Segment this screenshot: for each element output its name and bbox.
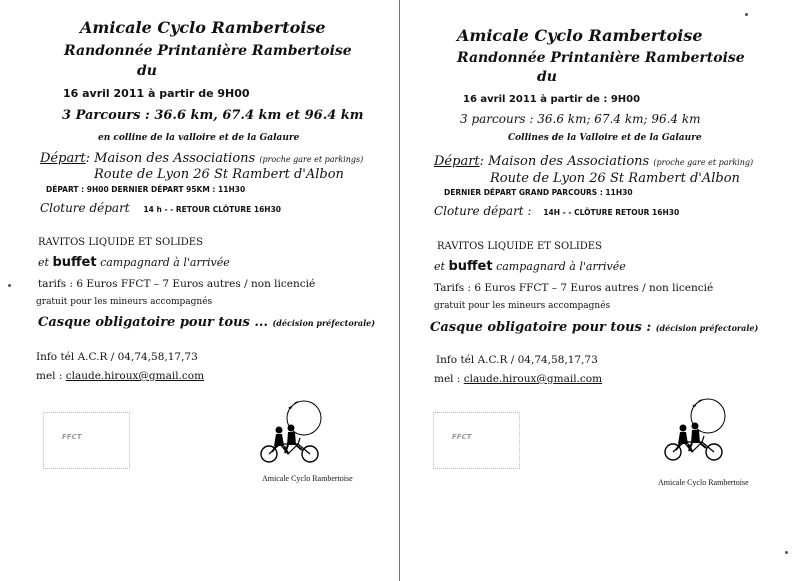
cloture-label: Cloture départ : (434, 204, 532, 218)
info-line: Info tél A.C.R / 04,74,58,17,73 (36, 351, 198, 363)
cloture-line (434, 205, 679, 217)
flyer-du: du (537, 69, 557, 85)
cloture-times: 14H - - CLÔTURE RETOUR 16H30 (543, 208, 680, 217)
ravitos-line: RAVITOS LIQUIDE ET SOLIDES (38, 237, 203, 248)
faded-stamp: FFCT (433, 412, 520, 469)
decision-note: (décision préfectorale) (272, 318, 376, 328)
logo-caption: Amicale Cyclo Rambertoise (658, 478, 749, 487)
casque-text: Casque obligatoire pour tous ... (38, 315, 268, 330)
tarifs-line: tarifs : 6 Euros FFCT – 7 Euros autres / non licencié (38, 278, 316, 290)
address-line: Route de Lyon 26 St Rambert d'Albon (490, 171, 740, 186)
event-date: 16 avril 2011 à partir de : 9H00 (463, 94, 641, 105)
depart-line (434, 155, 753, 168)
depart-place: : Maison des Associations (85, 151, 256, 166)
depart-place: : Maison des Associations (479, 154, 650, 169)
times-line: DERNIER DÉPART GRAND PARCOURS : 11H30 (444, 188, 633, 197)
cloture-line (40, 202, 281, 214)
buffet-prefix: et (38, 256, 49, 269)
flyer-du: du (137, 63, 157, 79)
flyer-title: Amicale Cyclo Rambertoise (80, 18, 326, 37)
buffet-prefix: et (434, 260, 445, 273)
buffet-word: buffet (52, 255, 97, 270)
casque-text: Casque obligatoire pour tous : (430, 320, 652, 335)
flyer-subtitle: Randonnée Printanière Rambertoise (457, 50, 745, 66)
depart-note: (proche gare et parking) (653, 158, 754, 167)
address-line: Route de Lyon 26 St Rambert d'Albon (94, 167, 344, 182)
cloture-times: 14 h - - RETOUR CLÔTURE 16H30 (143, 205, 282, 214)
depart-note: (proche gare et parkings) (259, 155, 364, 164)
gratuit-line: gratuit pour les mineurs accompagnés (434, 301, 611, 311)
buffet-line (38, 256, 230, 269)
depart-label: Départ (40, 151, 86, 166)
flyer-right (400, 0, 790, 581)
email-link[interactable]: claude.hiroux@gmail.com (463, 373, 603, 385)
decision-note: (décision préfectorale) (655, 323, 759, 333)
faded-stamp: FFCT (43, 412, 130, 469)
flyer-title: Amicale Cyclo Rambertoise (457, 26, 703, 45)
event-date: 16 avril 2011 à partir de 9H00 (63, 87, 250, 100)
info-line: Info tél A.C.R / 04,74,58,17,73 (436, 354, 598, 366)
parcours-line: 3 Parcours : 36.6 km, 67.4 km et 96.4 km (62, 108, 364, 123)
logo-caption: Amicale Cyclo Rambertoise (262, 474, 353, 483)
casque-line (38, 316, 375, 329)
ravitos-line: RAVITOS LIQUIDE ET SOLIDES (437, 241, 602, 252)
cyclists-logo (258, 398, 340, 466)
flyer-left (0, 0, 390, 581)
depart-line (40, 152, 363, 165)
flyer-subtitle: Randonnée Printanière Rambertoise (64, 43, 352, 59)
tarifs-line: Tarifs : 6 Euros FFCT – 7 Euros autres / non licencié (434, 282, 714, 294)
buffet-suffix: campagnard à l'arrivée (496, 260, 626, 273)
mel-line (36, 371, 204, 382)
location-line: Collines de la Valloire et de la Galaure (508, 133, 702, 143)
cyclists-logo (662, 396, 744, 464)
parcours-line: 3 parcours : 36.6 km; 67.4 km; 96.4 km (460, 112, 701, 126)
buffet-word: buffet (448, 259, 493, 274)
mel-label: mel : (434, 373, 461, 385)
buffet-line (434, 260, 626, 273)
gratuit-line: gratuit pour les mineurs accompagnés (36, 297, 213, 307)
buffet-suffix: campagnard à l'arrivée (100, 256, 230, 269)
mel-line (434, 374, 602, 385)
cloture-label: Cloture départ (40, 201, 130, 215)
location-line: en colline de la valloire et de la Galaure (98, 133, 300, 143)
times-line: DÉPART : 9H00 DERNIER DÉPART 95KM : 11H30 (46, 185, 246, 194)
email-link[interactable]: claude.hiroux@gmail.com (65, 370, 205, 382)
depart-label: Départ (434, 154, 480, 169)
casque-line (430, 321, 758, 334)
mel-label: mel : (36, 370, 63, 382)
